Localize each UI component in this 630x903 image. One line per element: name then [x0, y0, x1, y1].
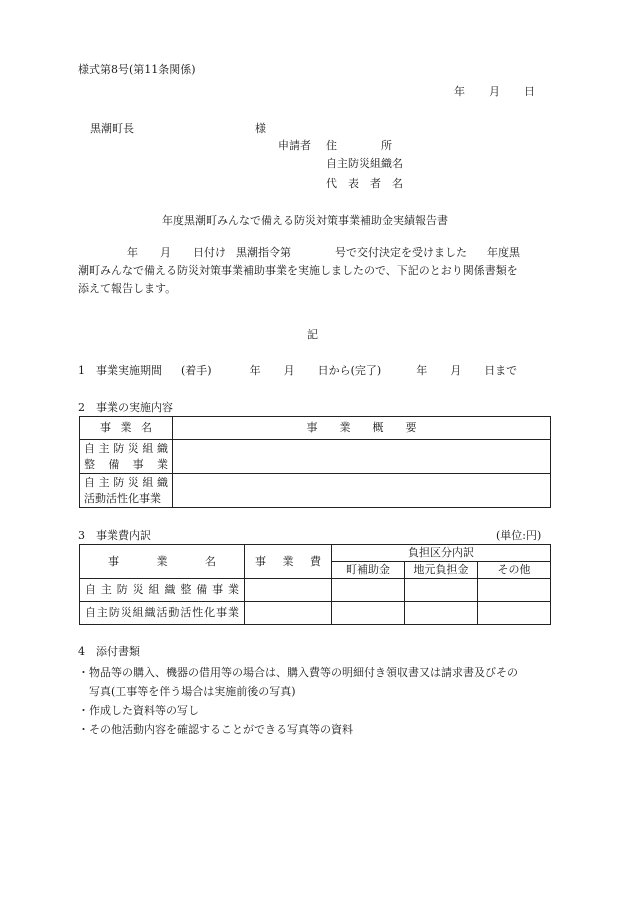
- section1-d1: 日から(完了): [317, 364, 382, 377]
- body-decision: 号で交付決定を受けました: [335, 246, 467, 259]
- cost-row-1-local[interactable]: [405, 579, 478, 602]
- cost-row-2-local[interactable]: [405, 602, 478, 625]
- content-table: [79, 416, 551, 508]
- applicant-address-label: 住 所: [326, 139, 392, 152]
- list-item: 写真(工事等を伴う場合は実施前後の写真): [78, 685, 296, 698]
- section4-heading: 4 添付書類: [78, 645, 140, 658]
- body-paragraph: [78, 244, 552, 298]
- section1-d2: 日まで: [484, 364, 518, 377]
- cost-col-cost-header: 事業費: [245, 545, 332, 579]
- cost-col-town-subsidy: 町補助金: [332, 562, 405, 579]
- body-line-1: [78, 244, 552, 262]
- section3-heading: 3 事業費内訳: [78, 529, 151, 542]
- applicant-rep-label: 代 表 者 名: [326, 177, 403, 190]
- cost-row-1-other[interactable]: [478, 579, 551, 602]
- unit-label: (単位:円): [496, 529, 542, 542]
- list-item: ・その他活動内容を確認することができる写真等の資料: [78, 723, 353, 736]
- section1-heading: 1 事業実施期間: [78, 364, 162, 377]
- body-fiscal-year: 年度黒: [487, 246, 520, 259]
- content-row-1-summary[interactable]: [173, 440, 551, 474]
- content-row-2-name: 自主防災組織 活動活性化事業: [80, 474, 173, 508]
- cost-row-2-subsidy[interactable]: [332, 602, 405, 625]
- document-title: 年度黒潮町みんなで備える防災対策事業補助金実績報告書: [162, 214, 448, 227]
- cost-row-2-cost[interactable]: [245, 602, 332, 625]
- cost-table: [79, 544, 551, 625]
- section2-heading: 2 事業の実施内容: [78, 401, 173, 414]
- cost-col-local-share: 地元負担金: [405, 562, 478, 579]
- applicant-org-label: 自主防災組織名: [326, 157, 403, 170]
- addressee-honorific: 様: [255, 122, 266, 135]
- body-year: 年: [127, 246, 138, 259]
- attachment-list: [78, 663, 518, 739]
- content-col-summary-header: 事 業 概 要: [173, 417, 551, 440]
- ki-heading: 記: [307, 328, 318, 341]
- section1-m1: 月: [283, 364, 295, 377]
- body-month: 月: [160, 246, 171, 259]
- content-row-2-summary[interactable]: [173, 474, 551, 508]
- cost-row-2-other[interactable]: [478, 602, 551, 625]
- body-directive: 黒潮指令第: [236, 246, 291, 259]
- cost-row-1-cost[interactable]: [245, 579, 332, 602]
- cost-col-name-header: 事業名: [80, 545, 245, 579]
- applicant-label: 申請者: [278, 139, 311, 152]
- form-number: 様式第8号(第11条関係): [78, 63, 196, 76]
- content-col-name-header: 事業名: [80, 417, 173, 440]
- date-month: 月: [489, 85, 500, 98]
- cost-row-1-subsidy[interactable]: [332, 579, 405, 602]
- date-day: 日: [524, 85, 535, 98]
- section1-y1: 年: [249, 364, 261, 377]
- date-year: 年: [454, 85, 465, 98]
- section1-row: [78, 364, 517, 378]
- date-line: [454, 85, 535, 99]
- cost-row-2-name: 自主防災組織活動活性化事業: [80, 602, 245, 625]
- cost-row-1-name: 自主防災組織整備事業: [80, 579, 245, 602]
- body-date-suffix: 日付け: [193, 246, 226, 259]
- addressee-name: 黒潮町長: [90, 122, 134, 135]
- cost-col-share-header: 負担区分内訳: [332, 545, 551, 562]
- list-item: ・作成した資料等の写し: [78, 704, 199, 717]
- cost-col-other: その他: [478, 562, 551, 579]
- section1-y2: 年: [416, 364, 428, 377]
- body-line-3: 添えて報告します。: [78, 282, 177, 295]
- section1-start: (着手): [181, 364, 212, 377]
- content-row-1-name: 自主防災組織 整備事業: [80, 440, 173, 474]
- list-item: ・物品等の購入、機器の借用等の場合は、購入費等の明細付き領収書又は請求書及びその: [78, 666, 518, 679]
- section1-m2: 月: [450, 364, 462, 377]
- body-line-2: 潮町みんなで備える防災対策事業補助事業を実施しましたので、下記のとおり関係書類を: [78, 264, 518, 277]
